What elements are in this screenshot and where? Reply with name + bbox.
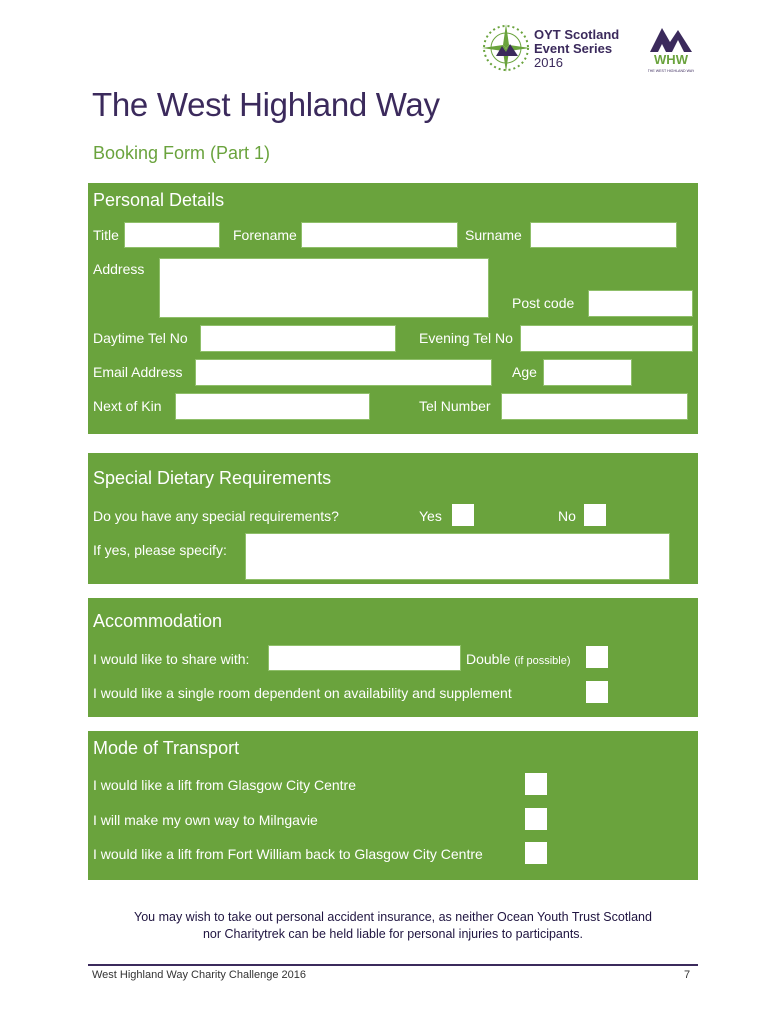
page-number: 7 — [684, 969, 691, 981]
whw-logo-subtext: THE WEST HIGHLAND WAY — [648, 69, 694, 73]
dietary-yes-checkbox[interactable] — [452, 504, 474, 526]
address-label: Address — [93, 261, 145, 277]
dietary-panel — [88, 453, 698, 584]
next-of-kin-label: Next of Kin — [93, 398, 162, 414]
postcode-label: Post code — [512, 295, 575, 311]
double-label-text: Double — [466, 651, 511, 667]
oyt-series: Event Series — [534, 41, 613, 56]
accommodation-panel — [88, 598, 698, 717]
forename-label: Forename — [233, 227, 297, 243]
insurance-note-line-2: nor Charitytrek can be held liable for personal injuries to participants. — [202, 927, 584, 941]
daytime-tel-label: Daytime Tel No — [93, 330, 188, 346]
footer-divider — [88, 964, 698, 966]
age-field[interactable] — [543, 359, 632, 386]
personal-details-heading: Personal Details — [93, 190, 225, 210]
email-label: Email Address — [93, 364, 183, 380]
transport-option-3-label: I would like a lift from Fort William back to Glasgow City Centre — [93, 846, 483, 862]
dietary-specify-field[interactable] — [245, 533, 670, 580]
surname-label: Surname — [465, 227, 522, 243]
postcode-field[interactable] — [588, 290, 693, 317]
address-field[interactable] — [159, 258, 489, 318]
dietary-no-checkbox[interactable] — [584, 504, 606, 526]
single-room-checkbox[interactable] — [586, 681, 608, 703]
oyt-org-title: OYT Scotland — [534, 27, 620, 42]
email-field[interactable] — [195, 359, 492, 386]
transport-panel — [88, 731, 698, 880]
tel-number-field[interactable] — [501, 393, 688, 420]
share-with-field[interactable] — [268, 645, 461, 671]
oyt-event-text — [534, 28, 619, 70]
surname-field[interactable] — [530, 222, 677, 248]
age-label: Age — [512, 364, 537, 380]
dietary-question: Do you have any special requirements? — [93, 508, 339, 524]
next-of-kin-field[interactable] — [175, 393, 370, 420]
dietary-heading: Special Dietary Requirements — [93, 468, 332, 488]
oyt-year: 2016 — [534, 55, 563, 70]
personal-details-panel — [88, 183, 698, 434]
tel-number-label: Tel Number — [419, 398, 491, 414]
daytime-tel-field[interactable] — [200, 325, 396, 352]
insurance-note — [95, 909, 691, 943]
evening-tel-field[interactable] — [520, 325, 693, 352]
page-title: The West Highland Way — [92, 86, 440, 123]
share-with-label: I would like to share with: — [93, 651, 250, 667]
evening-tel-label: Evening Tel No — [419, 330, 513, 346]
forename-field[interactable] — [301, 222, 458, 248]
title-label: Title — [93, 227, 119, 243]
double-label — [466, 651, 571, 667]
transport-option-1-checkbox[interactable] — [525, 773, 547, 795]
dietary-yes-label: Yes — [419, 508, 442, 524]
footer-title: West Highland Way Charity Challenge 2016 — [92, 969, 307, 981]
transport-option-1-label: I would like a lift from Glasgow City Centre — [93, 777, 356, 793]
double-note: (if possible) — [514, 655, 571, 667]
whw-logo-text: WHW — [654, 52, 688, 67]
oyt-compass-logo — [478, 20, 534, 76]
transport-option-3-checkbox[interactable] — [525, 842, 547, 864]
dietary-specify-label: If yes, please specify: — [93, 542, 227, 558]
transport-option-2-label: I will make my own way to Milngavie — [93, 812, 318, 828]
transport-option-2-checkbox[interactable] — [525, 808, 547, 830]
page-subtitle: Booking Form (Part 1) — [93, 143, 271, 163]
title-field[interactable] — [124, 222, 220, 248]
accommodation-heading: Accommodation — [93, 611, 223, 631]
double-checkbox[interactable] — [586, 646, 608, 668]
transport-heading: Mode of Transport — [93, 738, 240, 758]
dietary-no-label: No — [558, 508, 576, 524]
whw-logo — [648, 22, 694, 74]
insurance-note-line-1: You may wish to take out personal accident insurance, as neither Ocean Youth Trust Scotland — [134, 910, 652, 924]
single-room-label: I would like a single room dependent on availability and supplement — [93, 685, 512, 701]
